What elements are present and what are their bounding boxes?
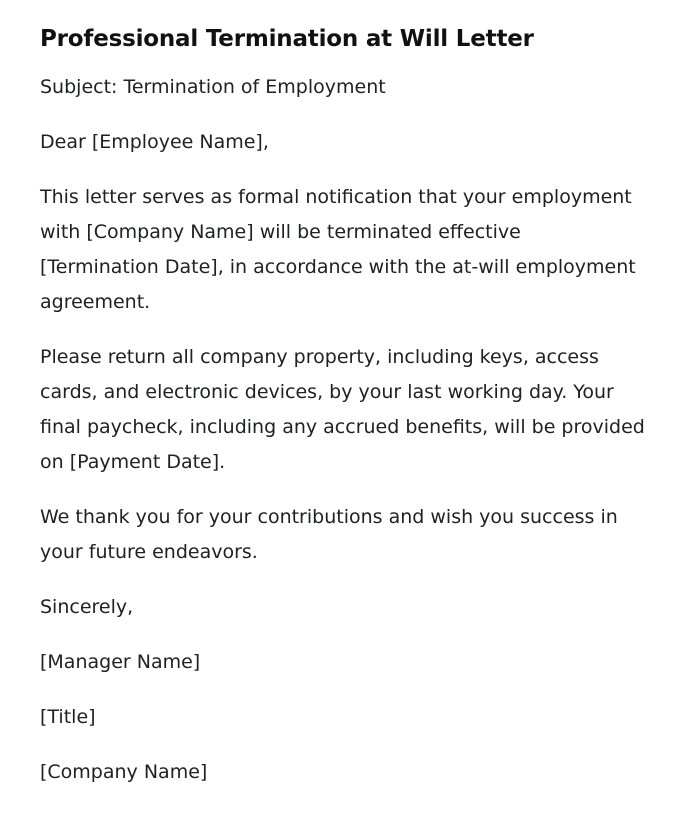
- salutation: Dear [Employee Name],: [40, 131, 269, 153]
- signature-manager-name: [Manager Name]: [40, 651, 201, 673]
- letter-title: Professional Termination at Will Letter: [40, 26, 534, 52]
- body-paragraph-1: [40, 180, 660, 320]
- body-paragraph-2-line: on [Payment Date].: [40, 451, 226, 473]
- body-paragraph-2-line: cards, and electronic devices, by your last working day. Your: [40, 381, 614, 403]
- signature-title: [Title]: [40, 706, 96, 728]
- subject-line: Subject: Termination of Employment: [40, 76, 386, 98]
- body-paragraph-3-line: We thank you for your contributions and wish you success in: [40, 506, 618, 528]
- body-paragraph-2: [40, 340, 660, 480]
- body-paragraph-2-line: Please return all company property, including keys, access: [40, 346, 599, 368]
- closing: Sincerely,: [40, 596, 134, 618]
- body-paragraph-3: [40, 500, 660, 570]
- signature-company-name: [Company Name]: [40, 761, 208, 783]
- body-paragraph-1-line: [Termination Date], in accordance with the at-will employment: [40, 256, 636, 278]
- body-paragraph-1-line: with [Company Name] will be terminated effective: [40, 221, 521, 243]
- body-paragraph-3-line: your future endeavors.: [40, 541, 258, 563]
- body-paragraph-1-line: This letter serves as formal notification that your employment: [40, 186, 632, 208]
- body-paragraph-2-line: final paycheck, including any accrued benefits, will be provided: [40, 416, 645, 438]
- body-paragraph-1-line: agreement.: [40, 291, 151, 313]
